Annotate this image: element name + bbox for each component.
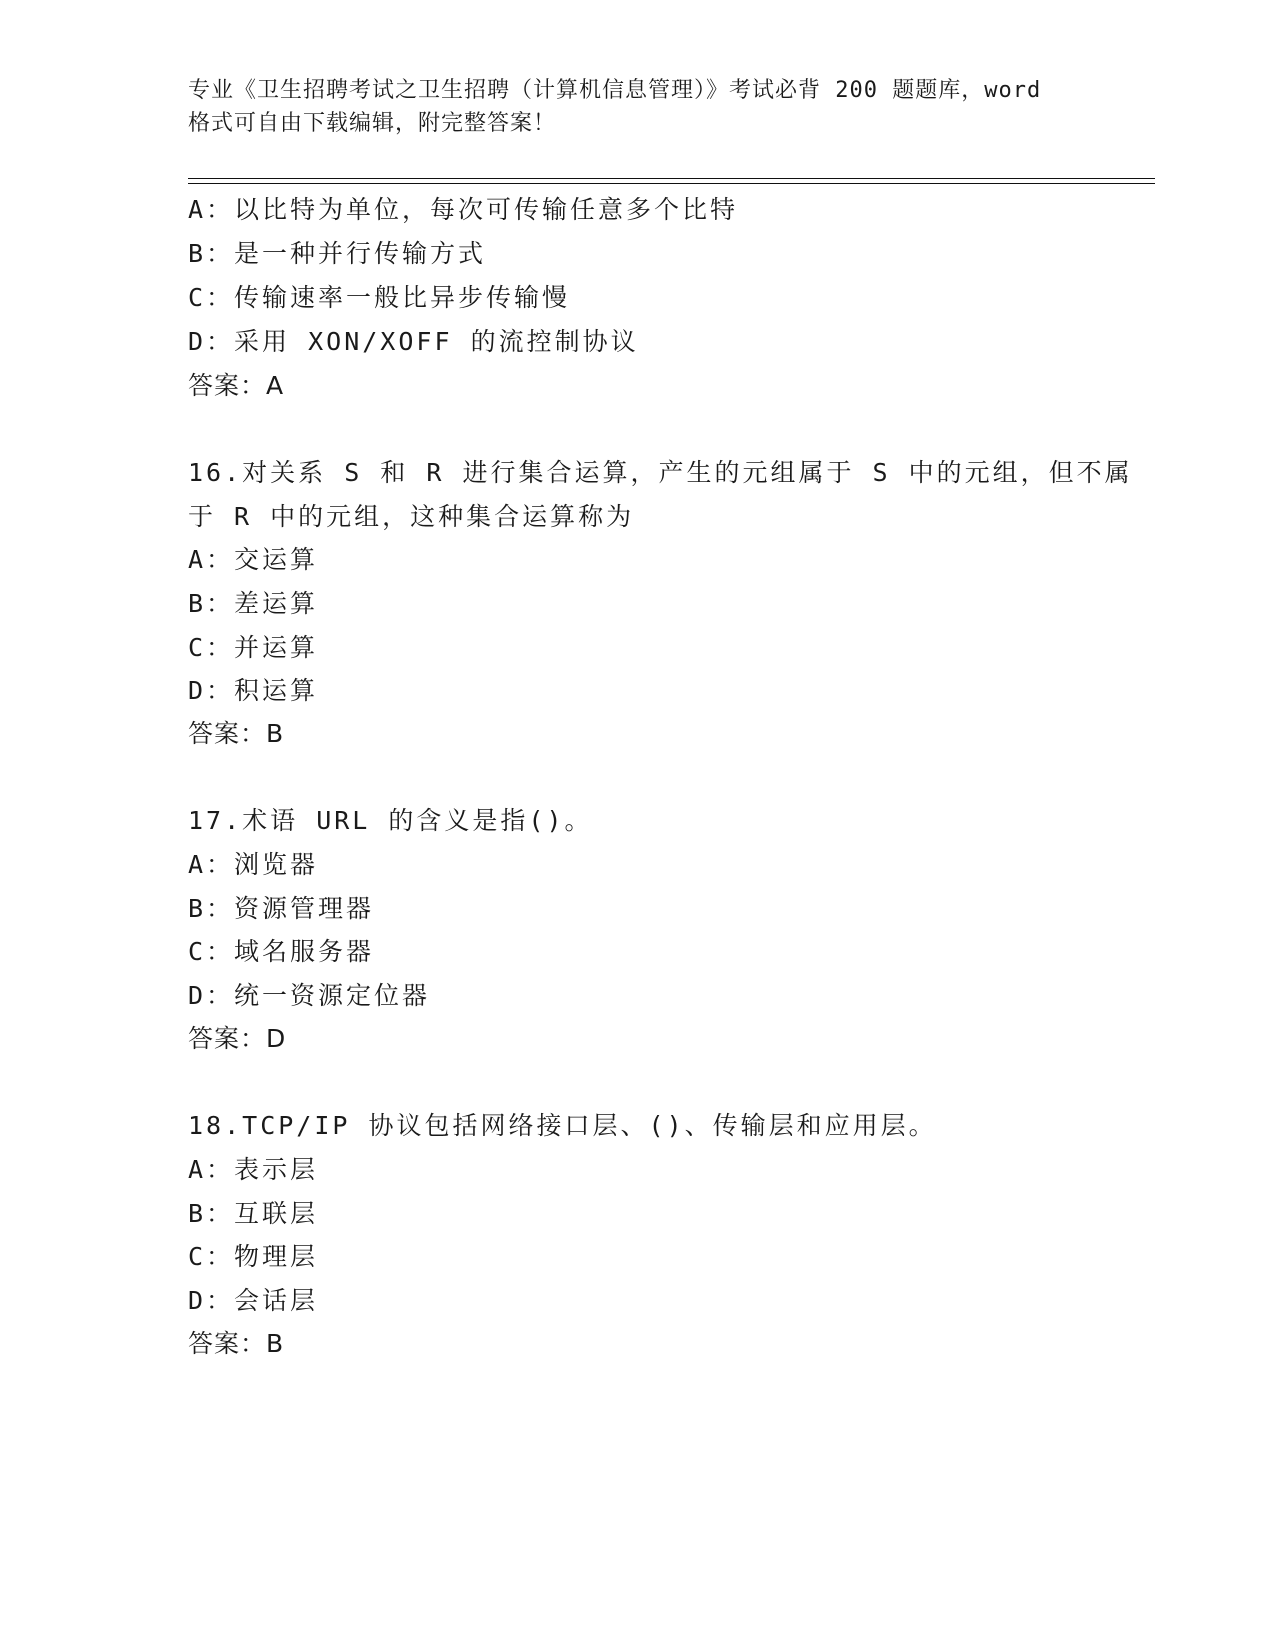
q15-option-a: A：以比特为单位，每次可传输任意多个比特 <box>188 195 739 224</box>
header-line-1: 专业《卫生招聘考试之卫生招聘（计算机信息管理）》考试必背 200 题题库，word <box>188 78 1042 103</box>
q17-option-b: B：资源管理器 <box>188 894 375 923</box>
q16-answer: 答案：B <box>188 719 285 748</box>
q17-stem-line-1: 17.术语 URL 的含义是指()。 <box>188 806 593 835</box>
q17-option-a: A：浏览器 <box>188 850 319 879</box>
q17-option-d: D：统一资源定位器 <box>188 981 431 1010</box>
q16-option-b: B：差运算 <box>188 589 319 618</box>
q15-option-c: C：传输速率一般比异步传输慢 <box>188 283 571 312</box>
header-line-2: 格式可自由下载编辑，附完整答案！ <box>188 111 557 136</box>
header-divider-top <box>188 178 1155 179</box>
q18-stem-line-1: 18.TCP/IP 协议包括网络接口层、()、传输层和应用层。 <box>188 1111 937 1140</box>
q17-option-c: C：域名服务器 <box>188 937 375 966</box>
q16-stem-line-1: 16.对关系 S 和 R 进行集合运算，产生的元组属于 S 中的元组，但不属 <box>188 458 1133 487</box>
q18-option-b: B：互联层 <box>188 1199 319 1228</box>
document-header <box>188 74 1088 140</box>
q18-option-a: A：表示层 <box>188 1155 319 1184</box>
q16-option-c: C：并运算 <box>188 633 319 662</box>
q15-option-d: D：采用 XON/XOFF 的流控制协议 <box>188 327 639 356</box>
q18-option-c: C：物理层 <box>188 1242 319 1271</box>
q16-option-a: A：交运算 <box>188 545 319 574</box>
q16-stem-line-2: 于 R 中的元组，这种集合运算称为 <box>188 502 635 531</box>
q16-option-d: D：积运算 <box>188 676 319 705</box>
header-divider-bottom <box>188 183 1155 184</box>
q17-answer: 答案：D <box>188 1024 287 1053</box>
q15-option-b: B：是一种并行传输方式 <box>188 239 487 268</box>
q15-answer: 答案：A <box>188 371 285 400</box>
q18-option-d: D：会话层 <box>188 1286 319 1315</box>
q18-answer: 答案：B <box>188 1329 285 1358</box>
